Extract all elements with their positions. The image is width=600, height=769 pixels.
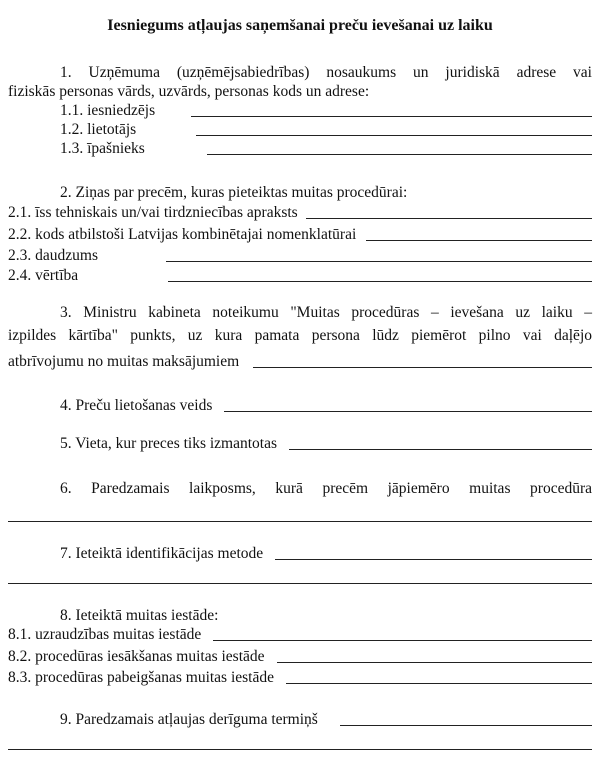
section-8-2-label: 8.2. procedūras iesākšanas muitas iestāde [8,648,265,665]
section-2-2-field[interactable] [366,240,592,241]
section-2-1-field[interactable] [306,218,592,219]
section-2-1-row [8,203,592,223]
form-title: Iesniegums atļaujas saņemšanai preču ievešanai uz laiku [107,17,493,34]
section-1-2-label: 1.2. lietotājs [60,121,137,138]
section-1-1-label: 1.1. iesniedzējs [60,102,156,119]
section-1-3-label: 1.3. īpašnieks [60,140,145,157]
section-7-extra-line[interactable] [8,583,592,584]
section-3-line-1: 3. Ministru kabineta noteikumu "Muitas procedūras – ievešana uz laiku – [60,304,592,321]
section-2-1-label: 2.1. īss tehniskais un/vai tirdzniecības apraksts [8,204,298,221]
section-7-field[interactable] [275,559,592,560]
section-8-2-row [8,647,592,667]
section-1-2-row [8,120,592,140]
section-8-3-row [8,668,592,688]
section-6-field[interactable] [8,521,592,522]
section-5-row [8,434,592,454]
section-9-extra-line[interactable] [8,749,592,750]
section-7-label: 7. Ieteiktā identifikācijas metode [60,545,264,562]
section-7-row [8,544,592,564]
section-4-row [8,396,592,416]
section-4-field[interactable] [224,411,592,412]
section-6-label: 6. Paredzamais laikposms, kurā precēm jāpiemēro muitas procedūra [60,480,592,497]
section-4-label: 4. Preču lietošanas veids [60,397,213,414]
section-3-row [8,352,592,372]
section-3-field[interactable] [253,367,592,368]
section-8-3-label: 8.3. procedūras pabeigšanas muitas iestāde [8,669,274,686]
section-1-line-1: 1. Uzņēmuma (uzņēmējsabiedrības) nosaukums un juridiskā adrese vai [60,64,592,81]
section-5-label: 5. Vieta, kur preces tiks izmantotas [60,435,278,452]
section-8-3-field[interactable] [286,683,592,684]
section-2-3-label: 2.3. daudzums [8,247,98,264]
section-1-2-field[interactable] [196,135,592,136]
section-3-line-3: atbrīvojumu no muitas maksājumiem [8,353,240,370]
section-1-3-row [8,139,592,159]
section-2-4-label: 2.4. vērtība [8,267,79,284]
section-1-1-field[interactable] [191,116,592,117]
section-2-2-row [8,225,592,245]
section-9-label: 9. Paredzamais atļaujas derīguma termiņš [60,711,318,728]
section-3-line-2: izpildes kārtība" punkts, uz kura pamata persona lūdz piemērot pilno vai daļējo [8,327,592,344]
section-2-3-field[interactable] [166,261,592,262]
section-1-3-field[interactable] [207,154,592,155]
section-2-4-field[interactable] [168,281,592,282]
section-8-2-field[interactable] [277,662,592,663]
section-2-4-row [8,266,592,286]
section-8-1-row [8,625,592,645]
section-5-field[interactable] [289,449,592,450]
section-9-row [8,710,592,730]
section-2-3-row [8,246,592,266]
section-2-2-label: 2.2. kods atbilstoši Latvijas kombinētajai nomenklatūrai [8,226,357,243]
section-1-line-2: fiziskās personas vārds, uzvārds, personas kods un adrese: [8,83,370,100]
section-8-1-label: 8.1. uzraudzības muitas iestāde [8,626,202,643]
section-2-heading: 2. Ziņas par precēm, kuras pieteiktas muitas procedūrai: [60,184,408,201]
section-8-1-field[interactable] [213,640,592,641]
section-1-1-row [8,101,592,121]
section-9-field[interactable] [340,725,592,726]
section-8-heading: 8. Ieteiktā muitas iestāde: [60,607,219,624]
